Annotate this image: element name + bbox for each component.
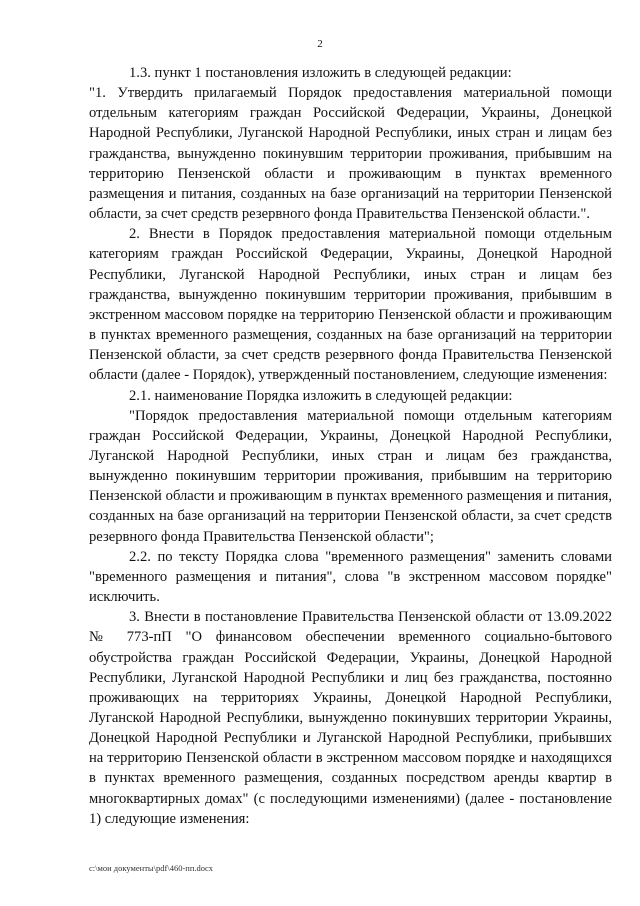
page-number: 2 bbox=[317, 38, 323, 50]
document-body bbox=[89, 63, 612, 829]
paragraph-2: 2. Внести в Порядок предоставления материальной помощи отдельным категориям граждан Российской Федерации, Украины, Донецкой Народной Республики, Луганской Народной Республики, иных стран и лицам без гражданства, вынужденно покинувшим территории проживания, прибывшим в экстренном массовом порядке на территорию Пензенской области и проживающим в пунктах временного размещения, созданных на базе организаций на территории Пензенской области, за счет средств резервного фонда Правительства Пензенской области (далее - Порядок), утвержденный постановлением, следующие изменения: bbox=[89, 226, 612, 384]
footer-file-path: c:\мои документы\pdf\460-пп.docx bbox=[89, 863, 214, 873]
paragraph-2-1-quote: "Порядок предоставления материальной помощи отдельным категориям граждан Российской Федерации, Украины, Донецкой Народной Республики, Луганской Народной Республики, иных стран и лицам без гражданства, вынужденно покинувшим территории проживания, прибывшим на территорию Пензенской области и проживающим в пунктах временного размещения и питания, созданных на базе организаций на территории Пензенской области, за счет средств резервного фонда Правительства Пензенской области"; bbox=[89, 407, 612, 545]
paragraph-2-2: 2.2. по тексту Порядка слова "временного размещения" заменить словами "временного размещения и питания", слова "в экстренном массовом порядке" исключить. bbox=[89, 548, 612, 606]
paragraph-2-1: 2.1. наименование Порядка изложить в следующей редакции: bbox=[129, 387, 513, 404]
paragraph-1-3-quote: "1. Утвердить прилагаемый Порядок предоставления материальной помощи отдельным категориям граждан Российской Федерации, Украины, Донецкой Народной Республики, Луганской Народной Республики, иных стран и лицам без гражданства, вынужденно покинувшим территории проживания, прибывшим на территорию Пензенской области и проживающим в пунктах временного размещения и питания, созданных на базе организаций на территории Пензенской области, за счет средств резервного фонда Правительства Пензенской области.". bbox=[89, 85, 612, 223]
paragraph-3: 3. Внести в постановление Правительства Пензенской области от 13.09.2022 № 773-пП "О финансовом обеспечении временного социально-бытового обустройства граждан Российской Федерации, Украины, Донецкой Народной Республики, Луганской Народной Республики и лиц без гражданства, постоянно проживающих на территориях Украины, Донецкой Народной Республики, Луганской Народной Республики, вынужденно покинувших территории Украины, Донецкой Народной Республики и Луганской Народной Республики, прибывших на территорию Пензенской области в экстренном массовом порядке и находящихся в пунктах временного размещения, созданных посредством аренды квартир в многоквартирных домах" (с последующими изменениями) (далее - постановление 1) следующие изменения: bbox=[89, 609, 612, 827]
paragraph-1-3: 1.3. пункт 1 постановления изложить в следующей редакции: bbox=[129, 65, 512, 81]
